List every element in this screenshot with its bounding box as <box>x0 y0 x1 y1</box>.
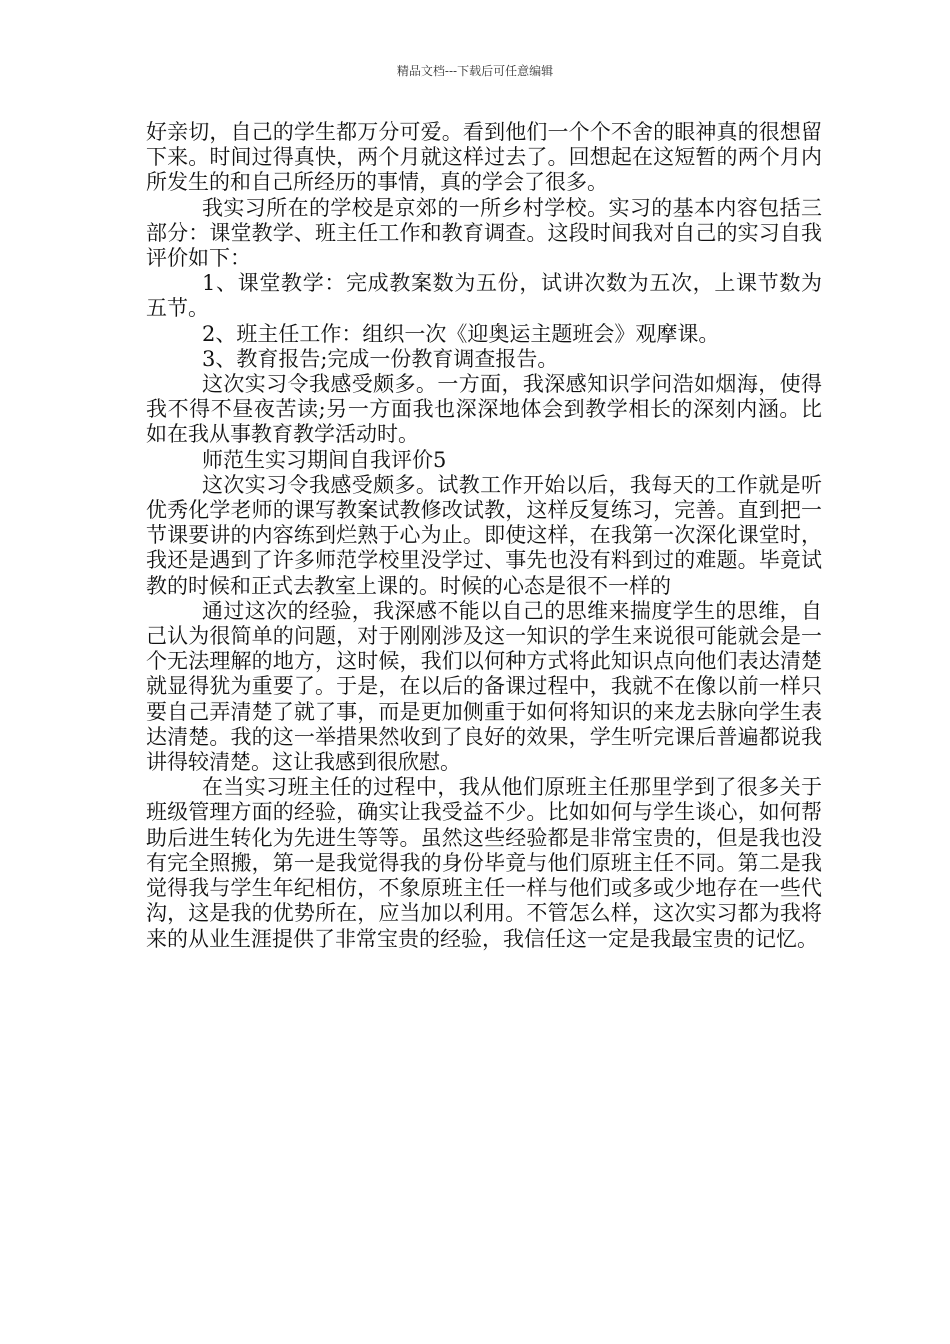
paragraph-8: 通过这次的经验，我深感不能以自己的思维来揣度学生的思维，自己认为很简单的问题，对于刚刚涉及这一知识的学生来说很可能就会是一个无法理解的地方，这时候，我们以何种方式将此知识点向他们表达清楚就显得犹为重要了。于是，在以后的备课过程中，我就不在像以前一样只要自己弄清楚了就了事，而是更加侧重于如何将知识的来龙去脉向学生表达清楚。我的这一举措果然收到了良好的效果，学生听完课后普遍都说我讲得较清楚。这让我感到很欣慰。 <box>146 598 822 775</box>
paragraph-1: 好亲切，自己的学生都万分可爱。看到他们一个个不舍的眼神真的很想留下来。时间过得真快，两个月就这样过去了。回想起在这短暂的两个月内所发生的和自己所经历的事情，真的学会了很多。 <box>146 120 822 195</box>
paragraph-7: 这次实习令我感受颇多。试教工作开始以后，我每天的工作就是听优秀化学老师的课写教案试教修改试教，这样反复练习，完善。直到把一节课要讲的内容练到烂熟于心为止。即使这样，在我第一次深化课堂时，我还是遇到了许多师范学校里没学过、事先也没有料到过的难题。毕竟试教的时候和正式去教室上课的。时候的心态是很不一样的 <box>146 472 822 598</box>
document-body <box>146 120 822 952</box>
paragraph-3: 1、课堂教学：完成教案数为五份，试讲次数为五次，上课节数为五节。 <box>146 271 822 321</box>
paragraph-4: 2、班主任工作：组织一次《迎奥运主题班会》观摩课。 <box>202 321 720 346</box>
paragraph-9: 在当实习班主任的过程中，我从他们原班主任那里学到了很多关于班级管理方面的经验，确实让我受益不少。比如如何与学生谈心，如何帮助后进生转化为先进生等等。虽然这些经验都是非常宝贵的，但是我也没有完全照搬，第一是我觉得我的身份毕竟与他们原班主任不同。第二是我觉得我与学生年纪相仿，不象原班主任一样与他们或多或少地存在一些代沟，这是我的优势所在，应当加以利用。不管怎么样，这次实习都为我将来的从业生涯提供了非常宝贵的经验，我信任这一定是我最宝贵的记忆。 <box>146 775 822 951</box>
paragraph-6: 这次实习令我感受颇多。一方面，我深感知识学问浩如烟海，使得我不得不昼夜苦读;另一方面我也深深地体会到教学相长的深刻内涵。比如在我从事教育教学活动时。 <box>146 372 822 447</box>
paragraph-2: 我实习所在的学校是京郊的一所乡村学校。实习的基本内容包括三部分：课堂教学、班主任工作和教育调查。这段时间我对自己的实习自我评价如下： <box>146 195 822 271</box>
page-header: 精品文档---下载后可任意编辑 <box>396 64 554 78</box>
paragraph-5: 3、教育报告;完成一份教育调查报告。 <box>202 346 559 371</box>
section-heading: 师范生实习期间自我评价5 <box>202 447 447 472</box>
